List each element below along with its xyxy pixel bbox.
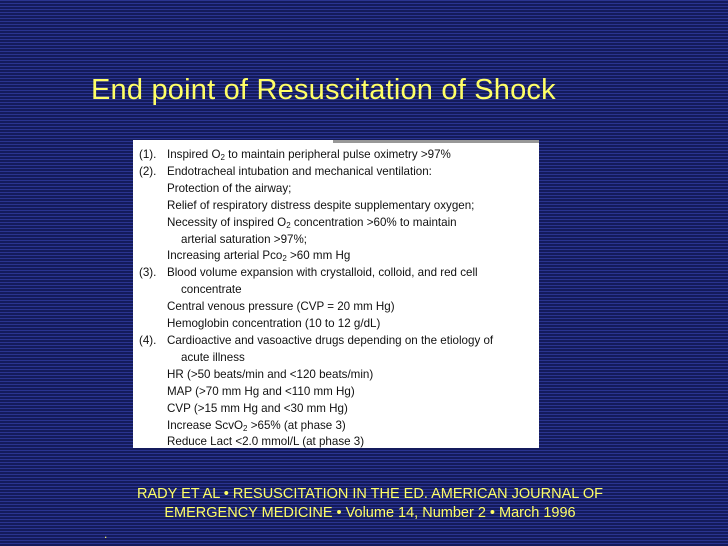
figure-line-text: Blood volume expansion with crystalloid, colloid, and red cell — [167, 266, 478, 280]
scan-artifact-bar — [333, 140, 539, 143]
figure-line-subscript: 2 — [243, 423, 248, 433]
figure-line-text: Increasing arterial Pco — [167, 249, 283, 263]
figure-line — [139, 384, 533, 401]
figure-line-text: Hemoglobin concentration (10 to 12 g/dL) — [167, 317, 381, 331]
figure-line-subscript: 2 — [282, 254, 287, 264]
figure-line-text: Reduce Lact <2.0 mmol/L (at phase 3) — [167, 435, 365, 448]
figure-line — [139, 333, 533, 350]
figure-line-text: Central venous pressure (CVP = 20 mm Hg) — [167, 300, 395, 314]
figure-line — [139, 265, 533, 282]
figure-line-text: Relief of respiratory distress despite supplementary oxygen; — [167, 198, 475, 212]
figure-line — [139, 181, 533, 198]
figure-line-text: HR (>50 beats/min and <120 beats/min) — [167, 367, 374, 381]
figure-line-text: Inspired O — [167, 148, 221, 161]
figure-line-text-continued: >60 mm Hg — [286, 249, 351, 263]
figure-line-text: Protection of the airway; — [167, 181, 292, 195]
figure-line — [139, 350, 533, 367]
figure-line-text: Cardioactive and vasoactive drugs depending on the etiology of — [167, 333, 494, 347]
figure-line-number: (4). — [139, 333, 157, 347]
figure-line-number: (3). — [139, 266, 157, 280]
figure-line-text: concentrate — [181, 283, 242, 297]
figure-line — [139, 282, 533, 299]
figure-line-text: MAP (>70 mm Hg and <110 mm Hg) — [167, 384, 355, 398]
figure-line-text: CVP (>15 mm Hg and <30 mm Hg) — [167, 401, 348, 415]
figure-line — [139, 418, 533, 435]
figure-line-text: Increase ScvO — [167, 418, 244, 432]
citation — [0, 485, 728, 523]
figure-line — [139, 164, 533, 181]
figure-line-subscript: 2 — [286, 220, 291, 230]
figure-line — [139, 248, 533, 265]
figure-line — [139, 198, 533, 215]
slide-title: End point of Resuscitation of Shock — [91, 74, 556, 106]
figure-line-text: acute illness — [181, 350, 245, 364]
figure-line — [139, 299, 533, 316]
figure-line-text: Endotracheal intubation and mechanical ventilation: — [167, 164, 432, 178]
figure-panel — [133, 140, 539, 448]
figure-line-text-continued: >65% (at phase 3) — [247, 418, 346, 432]
figure-text-list — [139, 147, 533, 448]
figure-line — [139, 434, 533, 448]
figure-line — [139, 401, 533, 418]
figure-line-text: arterial saturation >97%; — [181, 232, 307, 246]
figure-line-text-continued: concentration >60% to maintain — [290, 215, 457, 229]
figure-line-subscript: 2 — [220, 153, 225, 162]
footer-mark: . — [104, 527, 108, 541]
figure-line — [139, 316, 533, 333]
figure-line-text-continued: to maintain peripheral pulse oximetry >97% — [224, 148, 451, 161]
figure-line-text: Necessity of inspired O — [167, 215, 287, 229]
figure-line-number: (2). — [139, 164, 157, 178]
citation-line-2: EMERGENCY MEDICINE • Volume 14, Number 2 • March 1996 — [164, 505, 576, 521]
figure-line — [139, 232, 533, 249]
figure-line-number: (1). — [139, 148, 157, 161]
figure-line — [139, 367, 533, 384]
citation-line-1: RADY ET AL • RESUSCITATION IN THE ED. AMERICAN JOURNAL OF — [137, 486, 603, 502]
figure-line — [139, 215, 533, 232]
figure-line — [139, 147, 533, 164]
